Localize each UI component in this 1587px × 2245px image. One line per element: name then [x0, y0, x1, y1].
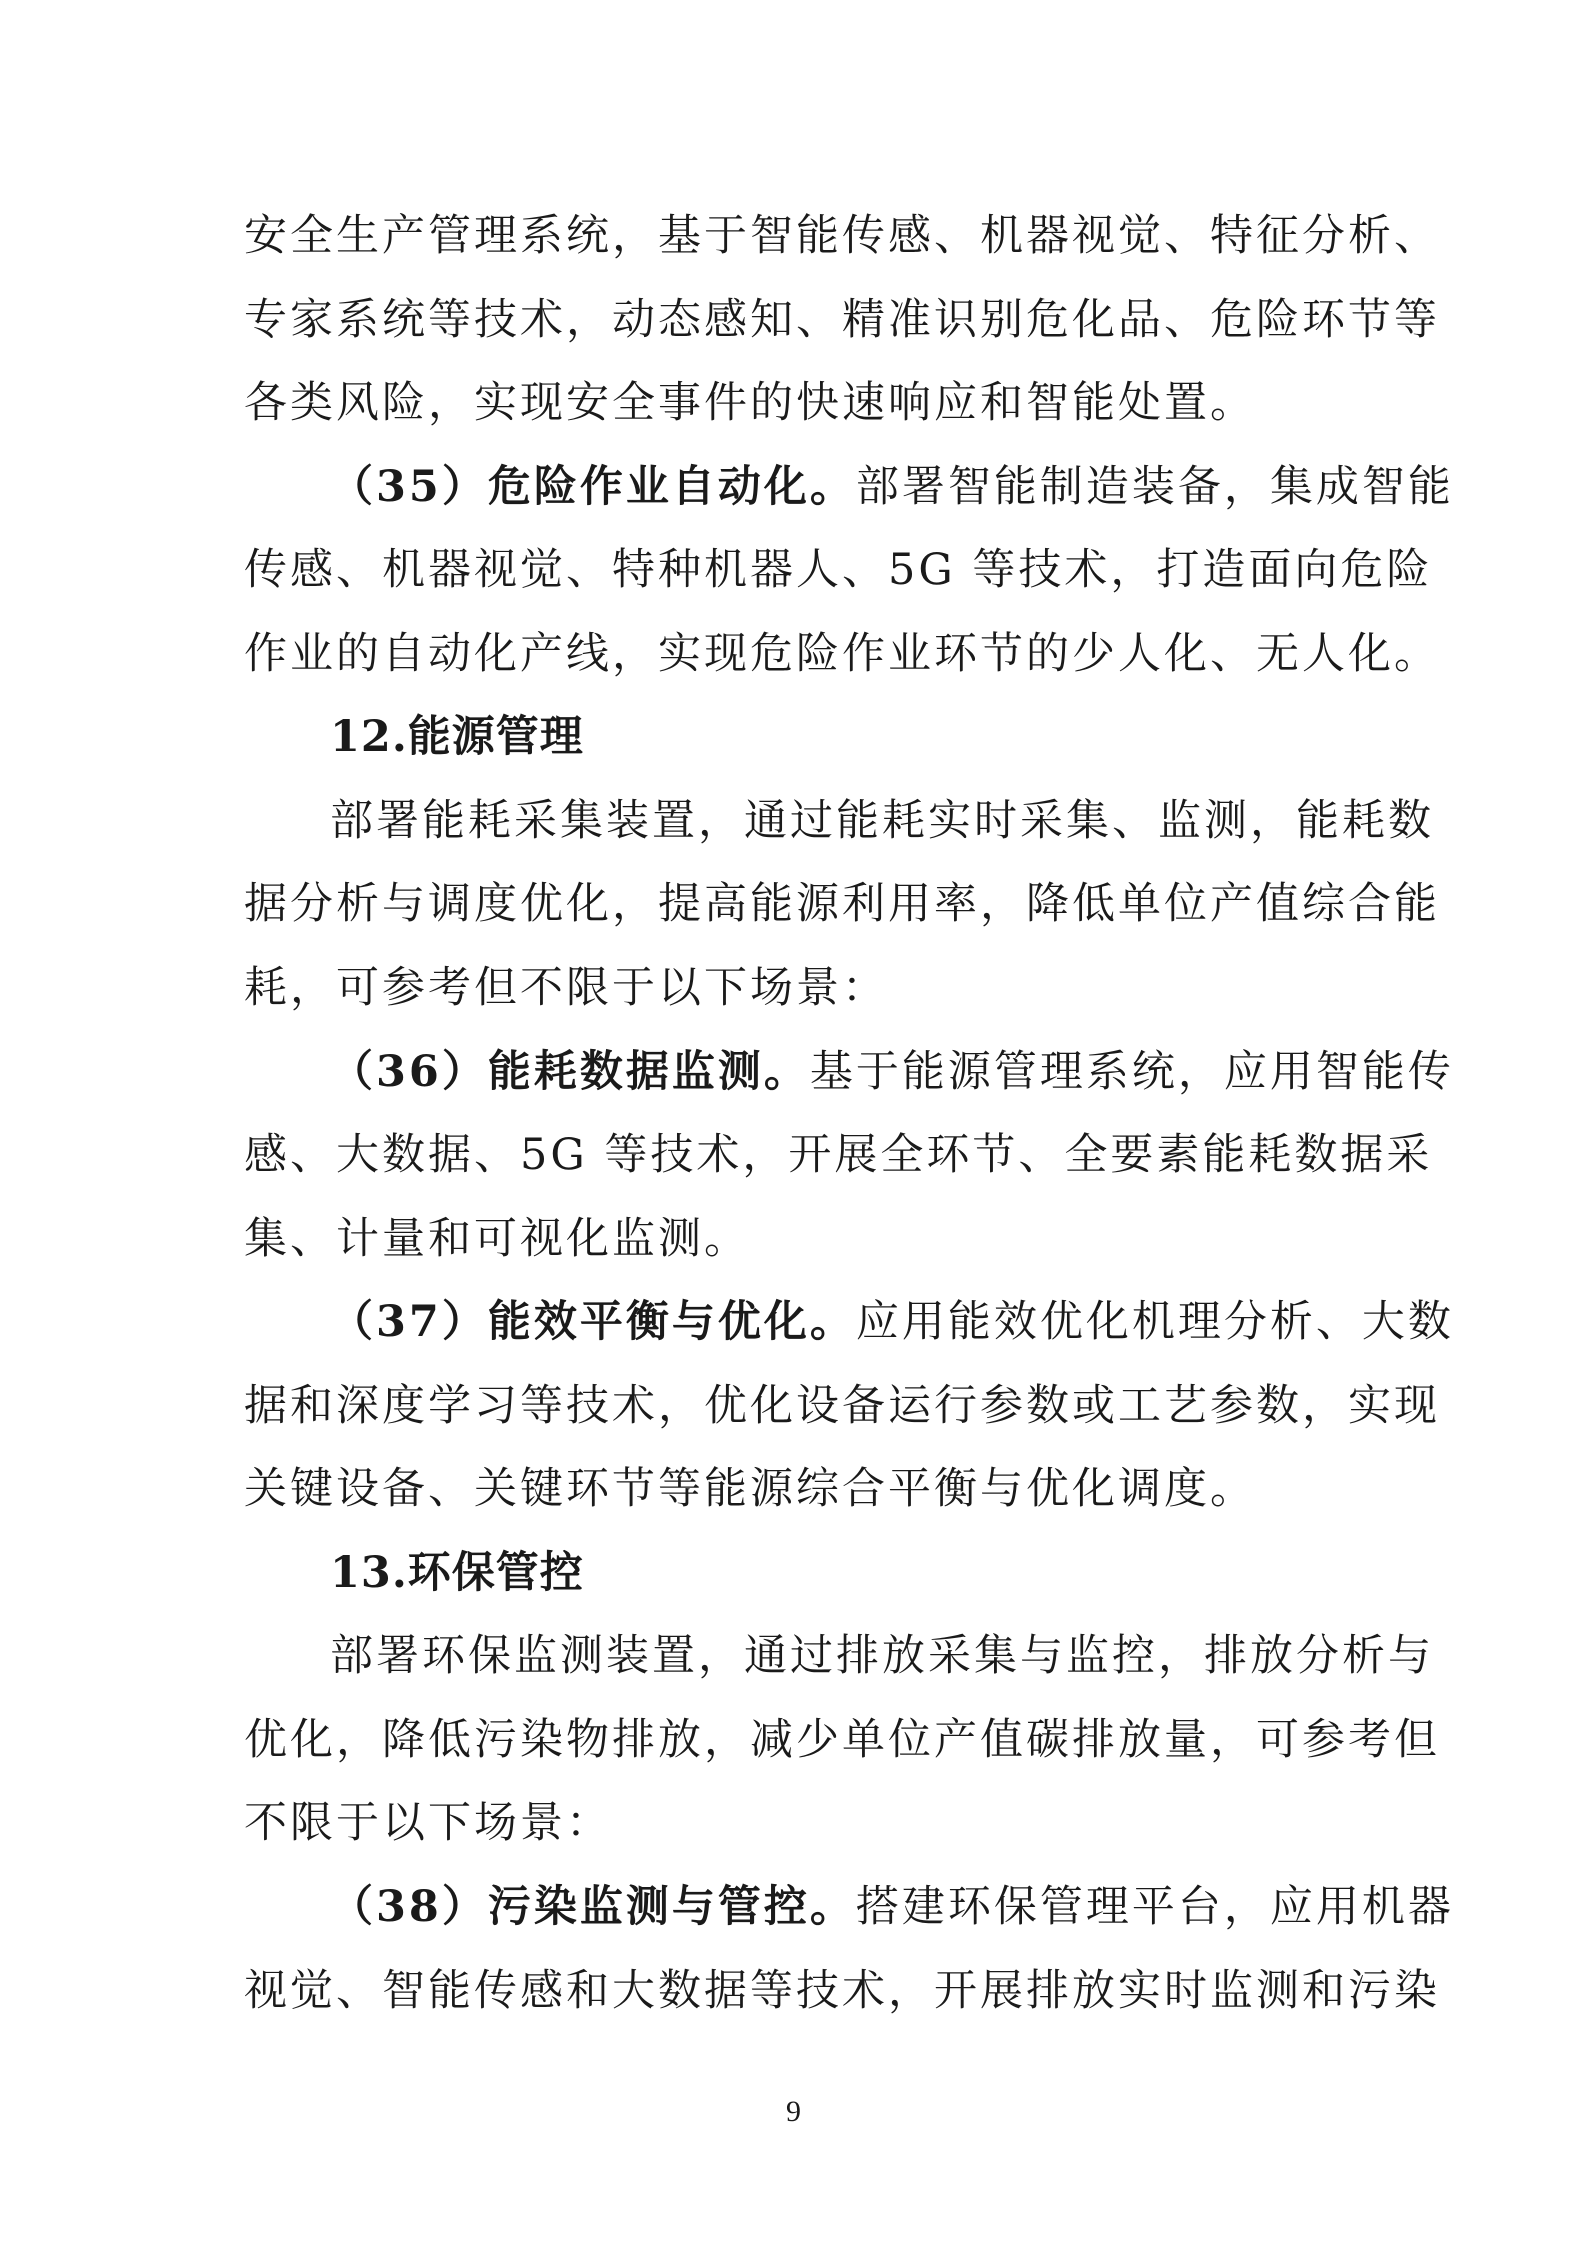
- body-line: 集、计量和可视化监测。: [244, 1214, 750, 1264]
- body-line: 感、大数据、5G 等技术，开展全环节、全要素能耗数据采: [244, 1130, 1433, 1180]
- body-line: 据和深度学习等技术，优化设备运行参数或工艺参数，实现: [244, 1381, 1440, 1431]
- body-line: 优化，降低污染物排放，减少单位产值碳排放量，可参考但: [244, 1715, 1440, 1765]
- body-line: 各类风险，实现安全事件的快速响应和智能处置。: [244, 378, 1256, 428]
- body-line: 据分析与调度优化，提高能源利用率，降低单位产值综合能: [244, 879, 1440, 929]
- body-line: 耗，可参考但不限于以下场景：: [244, 963, 888, 1013]
- section-heading-environment: 13.环保管控: [330, 1548, 584, 1598]
- body-line: 关键设备、关键环节等能源综合平衡与优化调度。: [244, 1464, 1256, 1514]
- body-line: 作业的自动化产线，实现危险作业环节的少人化、无人化。: [244, 629, 1440, 679]
- scenario-35-line: （35）危险作业自动化。部署智能制造装备，集成智能: [330, 462, 1454, 512]
- body-line: 部署能耗采集装置，通过能耗实时采集、监测，能耗数: [330, 796, 1434, 846]
- section-heading-energy: 12.能源管理: [330, 712, 584, 762]
- scenario-36-line: （36）能耗数据监测。基于能源管理系统，应用智能传: [330, 1047, 1454, 1097]
- body-line: 视觉、智能传感和大数据等技术，开展排放实时监测和污染: [244, 1966, 1440, 2016]
- scenario-38-line: （38）污染监测与管控。搭建环保管理平台，应用机器: [330, 1882, 1454, 1932]
- body-line: 专家系统等技术，动态感知、精准识别危化品、危险环节等: [244, 295, 1440, 345]
- scenario-35-title: （35）危险作业自动化。: [330, 462, 856, 512]
- body-line: 传感、机器视觉、特种机器人、5G 等技术，打造面向危险: [244, 545, 1433, 595]
- body-line: 不限于以下场景：: [244, 1798, 612, 1848]
- scenario-38-title: （38）污染监测与管控。: [330, 1882, 856, 1932]
- page-number: 9: [786, 2095, 801, 2128]
- scenario-36-title: （36）能耗数据监测。: [330, 1047, 810, 1097]
- body-line: 部署环保监测装置，通过排放采集与监控，排放分析与: [330, 1631, 1434, 1681]
- scenario-37-title: （37）能效平衡与优化。: [330, 1297, 856, 1347]
- body-line: 安全生产管理系统，基于智能传感、机器视觉、特征分析、: [244, 211, 1440, 261]
- scenario-37-line: （37）能效平衡与优化。应用能效优化机理分析、大数: [330, 1297, 1454, 1347]
